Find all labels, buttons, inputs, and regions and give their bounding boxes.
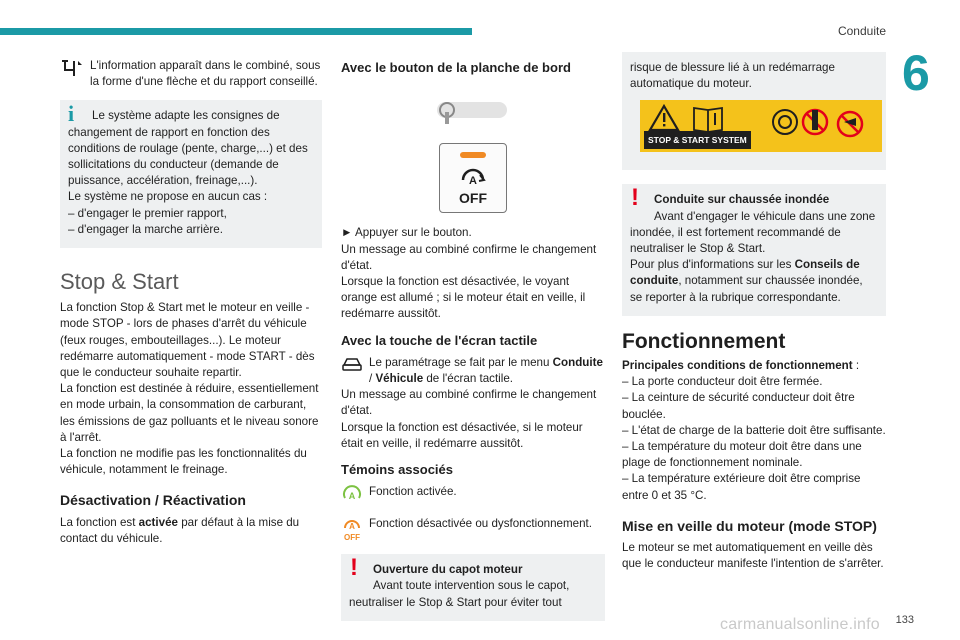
auto-stop-off-orange-icon	[341, 516, 363, 542]
column-1	[60, 58, 322, 547]
heading-temoins: Témoins associés	[341, 462, 453, 478]
temoin-active-row	[341, 484, 605, 506]
condition-line: – La température extérieure doit être comprise entre 0 et 35 °C.	[622, 472, 861, 502]
column-3	[622, 52, 886, 572]
intro-paragraph: La fonction Stop & Start met le moteur en veille - mode STOP - lors de phases d'arrêt du véhicule (feux rouges, embouteillages...). Le moteur redémarre automatiquement - mode START - dès que le conducteur souhaite repartir.	[60, 301, 315, 380]
auto-stop-green-icon	[341, 484, 363, 506]
ecran-text: Le paramétrage se fait par le menu Conduite / Véhicule de l'écran tactile.	[369, 355, 603, 386]
header-bar	[0, 28, 472, 35]
info-icon: i	[68, 101, 75, 127]
ecran-line: Un message au combiné confirme le changement d'état.	[341, 388, 597, 418]
chapter-number: 6	[902, 45, 930, 101]
dashboard-illustration	[429, 96, 509, 126]
warning-title: Ouverture du capot moteur	[373, 563, 523, 577]
car-icon	[341, 355, 363, 373]
heading-fonctionnement: Fonctionnement	[622, 329, 786, 353]
heading-ecran: Avec la touche de l'écran tactile	[341, 332, 538, 348]
stop-start-button[interactable]	[439, 143, 507, 213]
orange-led	[460, 152, 486, 158]
condition-line: – La température du moteur doit être dans une plage de fonctionnement nominale.	[622, 440, 862, 470]
condition-line: – La ceinture de sécurité conducteur doit être bouclée.	[622, 391, 855, 421]
intro-paragraph: La fonction est destinée à réduire, essentiellement en mode urbain, la consommation de carburant, les émissions de gaz polluants et le niveau sonore à l'arrêt.	[60, 382, 319, 444]
warning-title: Conduite sur chaussée inondée	[654, 193, 830, 207]
conditions-title: Principales conditions de fonctionnement :	[622, 359, 860, 373]
warning-box-inondee	[622, 184, 886, 315]
section-header-title: Conduite	[837, 24, 886, 38]
banner-label: STOP & START SYSTEM	[644, 131, 751, 149]
intro-paragraph: La fonction ne modifie pas les fonctionnalités du véhicule, notamment le freinage.	[60, 447, 307, 477]
info-line: – d'engager le premier rapport,	[68, 206, 227, 220]
info-line: Le système adapte les consignes de changement de rapport en fonction des conditions de roulage (pente, charge,...) et des sollicitations du conducteur (demande de puissance, accélération, freinage,...).	[68, 109, 308, 188]
warning-icon: !	[350, 554, 358, 582]
warning-text: Avant toute intervention sous le capot, neutraliser le Stop & Start pour éviter tout	[349, 579, 570, 609]
off-label: OFF	[459, 190, 487, 207]
veille-text: Le moteur se met automatiquement en veille dès que le conducteur manifeste l'intention de s'arrêter.	[622, 541, 884, 571]
gear-advice-text: L'information apparaît dans le combiné, sous la forme d'une flèche et du rapport conseillé.	[90, 59, 321, 89]
desactivation-text: La fonction est activée par défaut à la mise du contact du véhicule.	[60, 515, 300, 545]
condition-line: – L'état de charge de la batterie doit être suffisante.	[622, 423, 886, 437]
watermark: carmanualsonline.info	[720, 616, 880, 633]
warning-box-continued	[622, 52, 886, 170]
ecran-block	[341, 355, 605, 387]
heading-bouton: Avec le bouton de la planche de bord	[341, 60, 571, 75]
bouton-line: ► Appuyer sur le bouton.	[341, 226, 472, 240]
svg-text:A: A	[349, 522, 355, 532]
gear-advice-block	[60, 58, 322, 90]
bouton-line: Un message au combiné confirme le changement d'état.	[341, 242, 597, 272]
svg-text:A: A	[469, 175, 477, 188]
gear-shift-icon	[60, 58, 84, 78]
temoin-desact-row	[341, 516, 605, 542]
temoin-desact-text: Fonction désactivée ou dysfonctionnement.	[369, 517, 592, 531]
svg-text:OFF: OFF	[344, 533, 360, 543]
info-line: – d'engager la marche arrière.	[68, 222, 223, 236]
warning-box-capot	[341, 554, 605, 621]
warning-icon: !	[631, 184, 639, 212]
info-box-gear	[60, 100, 322, 248]
heading-desactivation: Désactivation / Réactivation	[60, 492, 246, 509]
stop-start-warning-label	[640, 100, 882, 152]
bouton-line: Lorsque la fonction est désactivée, le voyant orange est allumé ; si le moteur était en veille, il redémarre aussitôt.	[341, 275, 586, 321]
info-line: Le système ne propose en aucun cas :	[68, 190, 268, 204]
risk-text: risque de blessure lié à un redémarrage automatique du moteur.	[630, 61, 835, 91]
condition-line: – La porte conducteur doit être fermée.	[622, 375, 823, 389]
section-title-stop-start: Stop & Start	[60, 269, 179, 295]
temoin-active-text: Fonction activée.	[369, 485, 457, 499]
heading-mise-en-veille: Mise en veille du moteur (mode STOP)	[622, 517, 877, 534]
warning-text: Avant d'engager le véhicule dans une zone inondée, il est fortement recommandé de neutraliser le Stop & Start.	[630, 209, 876, 256]
svg-text:A: A	[348, 491, 356, 502]
ecran-line: Lorsque la fonction est désactivée, si le moteur était en veille, il redémarre aussitôt.	[341, 420, 583, 450]
column-2	[341, 58, 605, 621]
page-number: 133	[895, 614, 914, 626]
warning-text-2: Pour plus d'informations sur les Conseils de conduite, notamment sur chaussée inondée, se reporter à la rubrique correspondante.	[630, 258, 863, 304]
